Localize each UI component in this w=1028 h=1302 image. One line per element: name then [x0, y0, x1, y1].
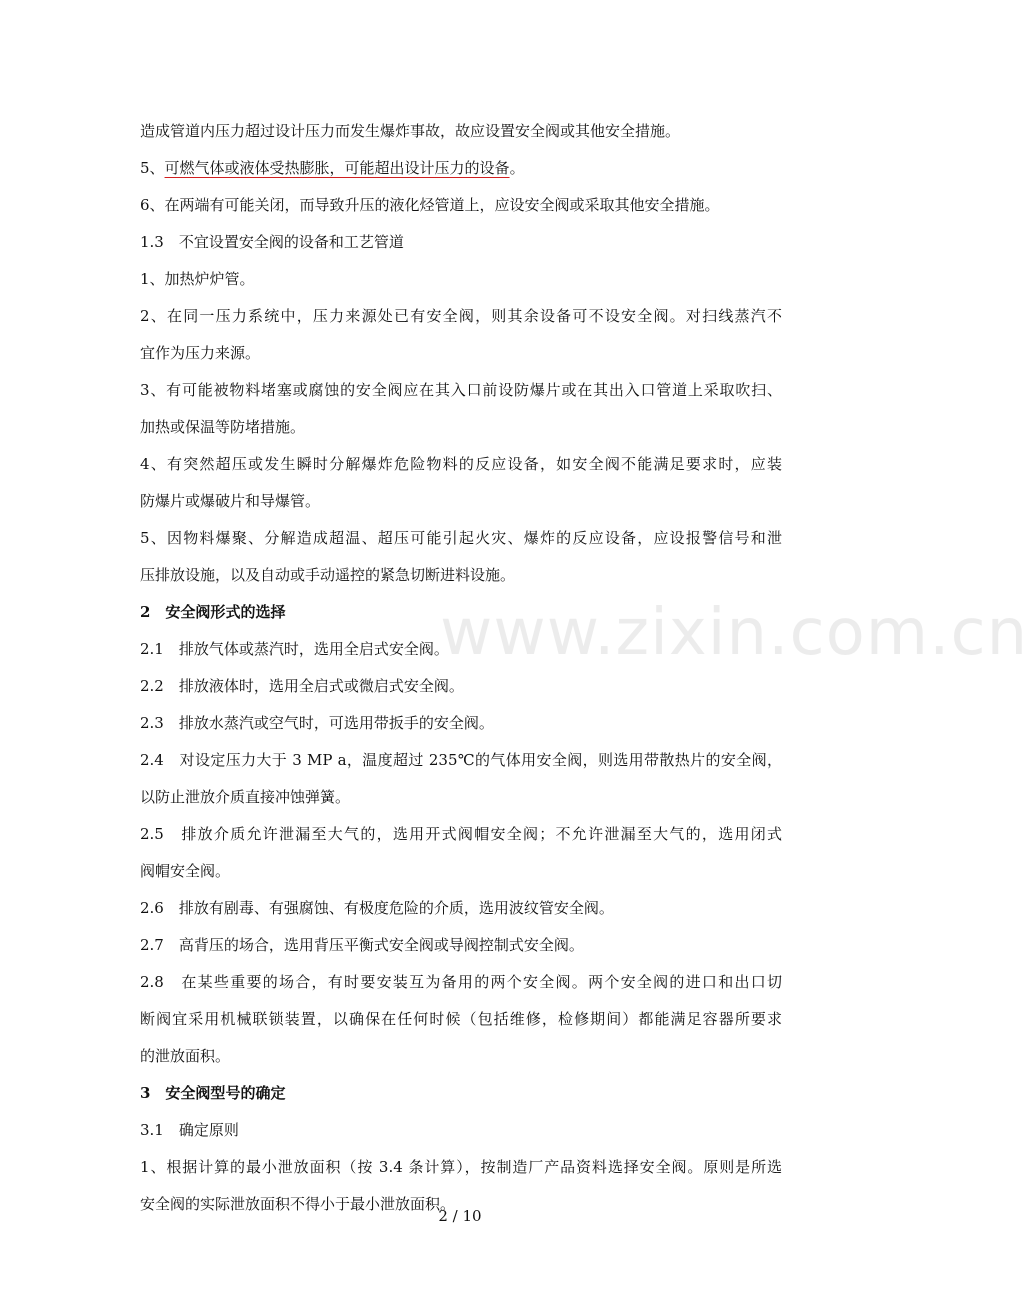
- text-line: 造成管道内压力超过设计压力而发生爆炸事故，故应设置安全阀或其他安全措施。: [140, 122, 681, 140]
- subsection-heading: 3.1 确定原则: [140, 1121, 239, 1139]
- text-line: 6、在两端有可能关闭，而导致升压的液化烃管道上，应设安全阀或采取其他安全措施。: [140, 196, 720, 214]
- text-line: 2.7 高背压的场合，选用背压平衡式安全阀或导阀控制式安全阀。: [140, 936, 584, 954]
- text-line: 5、因物料爆聚、分解造成超温、超压可能引起火灾、爆炸的反应设备，应设报警信号和泄: [140, 529, 782, 547]
- text-line-suffix: 。: [509, 159, 525, 177]
- section-heading-bold: 2 安全阀形式的选择: [140, 603, 286, 621]
- text-line: 防爆片或爆破片和导爆管。: [140, 492, 321, 510]
- text-line: 2.3 排放水蒸汽或空气时，可选用带扳手的安全阀。: [140, 714, 494, 732]
- text-line: 以防止泄放介质直接冲蚀弹簧。: [140, 788, 351, 806]
- text-line: 2、在同一压力系统中，压力来源处已有安全阀，则其余设备可不设安全阀。对扫线蒸汽不: [140, 307, 782, 325]
- text-line: 2.8 在某些重要的场合，有时要安装互为备用的两个安全阀。两个安全阀的进口和出口切: [140, 973, 782, 991]
- text-line: 断阀宜采用机械联锁装置，以确保在任何时候（包括维修，检修期间）都能满足容器所要求: [140, 1010, 782, 1028]
- text-line-prefix: 5、: [140, 159, 165, 177]
- text-line-underlined: [140, 150, 782, 187]
- text-line: 2.4 对设定压力大于 3 MP a，温度超过 235℃的气体用安全阀，则选用带散热片的安全阀，: [140, 751, 782, 769]
- text-line: 安全阀的实际泄放面积不得小于最小泄放面积。: [140, 1195, 456, 1213]
- text-line: 2.2 排放液体时，选用全启式或微启式安全阀。: [140, 677, 464, 695]
- text-line: 宜作为压力来源。: [140, 344, 261, 362]
- text-line: 加热或保温等防堵措施。: [140, 418, 306, 436]
- text-line: 1、加热炉炉管。: [140, 270, 255, 288]
- text-line: 2.6 排放有剧毒、有强腐蚀、有极度危险的介质，选用波纹管安全阀。: [140, 899, 614, 917]
- text-line: 3、有可能被物料堵塞或腐蚀的安全阀应在其入口前设防爆片或在其出入口管道上采取吹扫、: [140, 381, 782, 399]
- text-line: 2.5 排放介质允许泄漏至大气的，选用开式阀帽安全阀；不允许泄漏至大气的，选用闭式: [140, 825, 782, 843]
- text-line: 2.1 排放气体或蒸汽时，选用全启式安全阀。: [140, 640, 449, 658]
- text-line: 1、根据计算的最小泄放面积（按 3.4 条计算），按制造厂产品资料选择安全阀。原则是所选: [140, 1158, 782, 1176]
- text-line: 阀帽安全阀。: [140, 862, 231, 880]
- page-number: 2 / 10: [438, 1207, 482, 1225]
- text-line: 的泄放面积。: [140, 1047, 231, 1065]
- section-heading-bold: 3 安全阀型号的确定: [140, 1084, 286, 1102]
- red-underlined-text: 可燃气体或液体受热膨胀，可能超出设计压力的设备: [164, 159, 510, 177]
- text-line: 4、有突然超压或发生瞬时分解爆炸危险物料的反应设备，如安全阀不能满足要求时，应装: [140, 455, 782, 473]
- watermark: www.zixin.com.cn: [440, 596, 1028, 670]
- section-heading: 1.3 不宜设置安全阀的设备和工艺管道: [140, 233, 404, 251]
- text-line: 压排放设施，以及自动或手动遥控的紧急切断进料设施。: [140, 566, 516, 584]
